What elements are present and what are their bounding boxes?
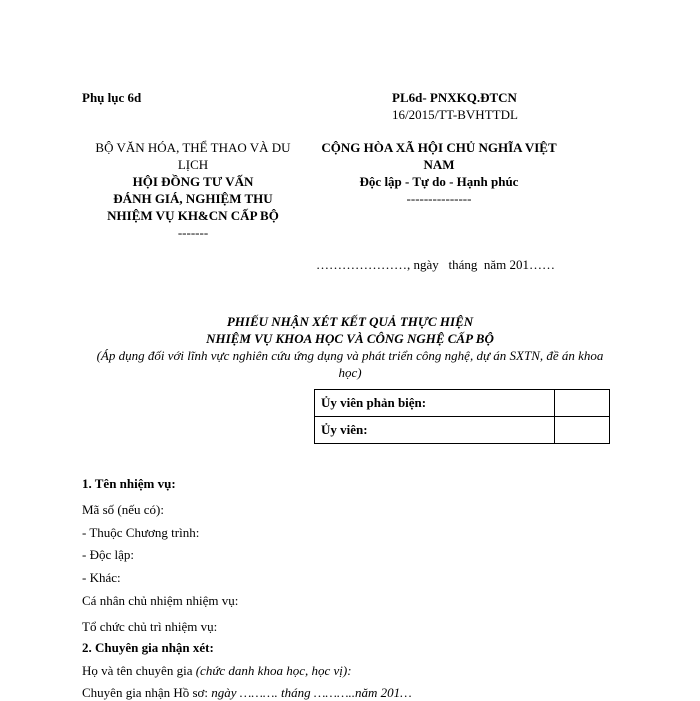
expert-title-hint: (chức danh khoa học, học vị): [195, 663, 352, 678]
form-code: PL6d- PNXKQ.ĐTCN [392, 90, 517, 105]
table-row [315, 417, 610, 444]
received-date-field [82, 685, 412, 701]
form-title [80, 313, 620, 381]
reviewer-table [314, 389, 610, 444]
other-field: - Khác: [82, 570, 121, 585]
member-label: Ủy viên: [315, 417, 555, 444]
council-name-line2: ĐÁNH GIÁ, NGHIỆM THU [113, 191, 273, 206]
nation-name-line1: CỘNG HÒA XÃ HỘI CHỦ NGHĨA VIỆT [321, 140, 557, 155]
date-line: …………………, ngày tháng năm 201…… [316, 257, 556, 272]
circular-number: 16/2015/TT-BVHTTDL [392, 107, 518, 122]
title-note-line2: học) [338, 365, 362, 380]
nation-motto: Độc lập - Tự do - Hạnh phúc [359, 174, 519, 189]
org-block [78, 139, 308, 241]
expert-name-field [82, 663, 352, 679]
org-divider: ------- [177, 225, 209, 240]
program-field: - Thuộc Chương trình: [82, 525, 200, 540]
member-value-cell[interactable] [555, 417, 610, 444]
received-label: Chuyên gia nhận Hồ sơ: [82, 685, 212, 700]
council-name-line1: HỘI ĐỒNG TƯ VẤN [132, 174, 254, 189]
title-note-line1: (Áp dụng đối với lĩnh vực nghiên cứu ứng dụng và phát triển công nghệ, dự án SXTN, đề án khoa [96, 348, 604, 363]
ministry-name-line2: LỊCH [177, 157, 209, 172]
nation-divider: --------------- [406, 191, 472, 206]
host-organization-field: Tổ chức chủ trì nhiệm vụ: [82, 619, 218, 634]
ministry-name-line1: BỘ VĂN HÓA, THỂ THAO VÀ DU [95, 140, 291, 155]
section2-heading: 2. Chuyên gia nhận xét: [82, 640, 214, 655]
expert-name-label: Họ và tên chuyên gia [82, 663, 196, 678]
section1-heading: 1. Tên nhiệm vụ: [82, 476, 176, 491]
council-name-line3: NHIỆM VỤ KH&CN CẤP BỘ [107, 208, 279, 223]
reviewer-label: Ủy viên phản biện: [315, 390, 555, 417]
nation-block [304, 139, 574, 207]
reviewer-value-cell[interactable] [555, 390, 610, 417]
title-line2: NHIỆM VỤ KHOA HỌC VÀ CÔNG NGHỆ CẤP BỘ [206, 331, 494, 346]
task-leader-field: Cá nhân chủ nhiệm nhiệm vụ: [82, 593, 239, 608]
table-row [315, 390, 610, 417]
independent-field: - Độc lập: [82, 547, 134, 562]
task-code-field: Mã số (nếu có): [82, 502, 164, 517]
appendix-label: Phụ lục 6d [82, 90, 142, 105]
nation-name-line2: NAM [423, 157, 455, 172]
received-date: ngày ………. tháng ………..năm 201… [211, 685, 412, 700]
title-line1: PHIẾU NHẬN XÉT KẾT QUẢ THỰC HIỆN [226, 314, 474, 329]
